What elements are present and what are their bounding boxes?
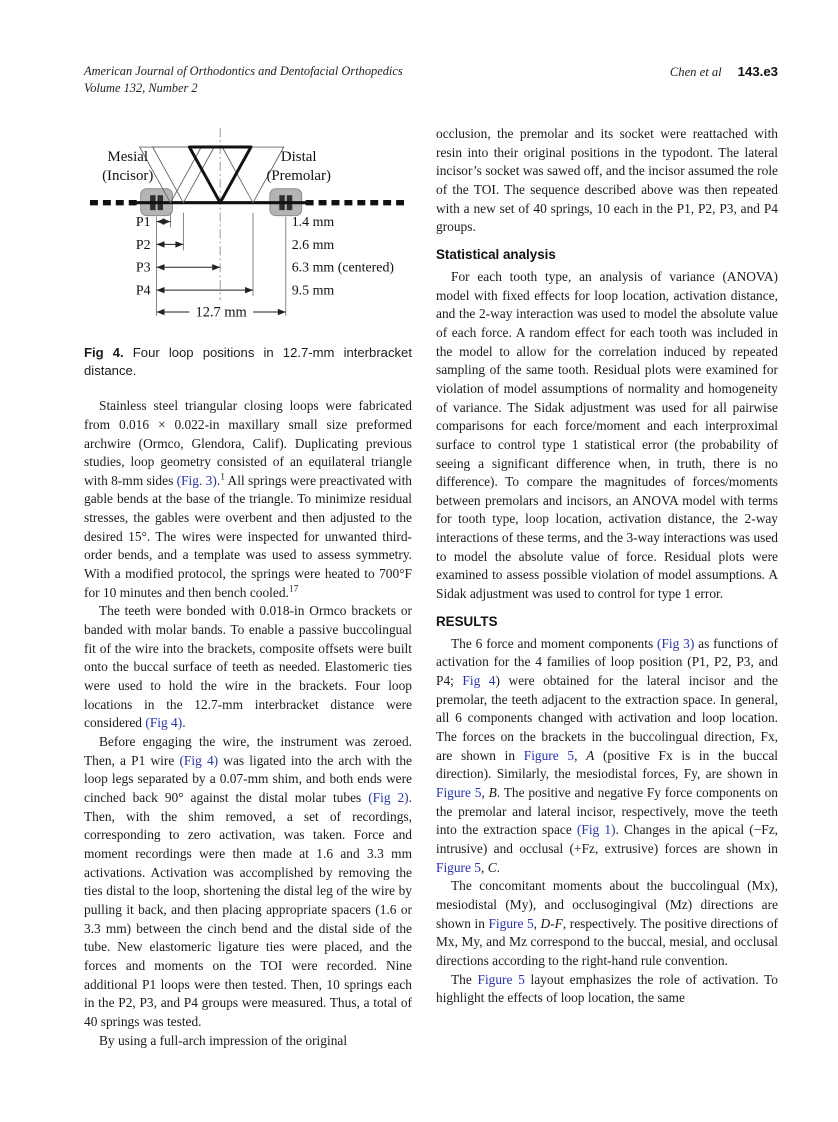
body-text: ,	[533, 915, 541, 931]
body-text: ) were obtained for the lateral incisor and the premolar, the teeth adjacent to the extraction space. In general, all 6 components changed with activation and loop location. The forces on the brackets in the buccolingual direction, Fx, are shown in	[436, 673, 778, 763]
paragraph	[436, 125, 778, 237]
distal-label-line1: Distal	[280, 148, 317, 165]
body-text: . Then, with the shim removed, a set of recordings, corresponding to zero activation, was taken. Force and moment recordings were then made at 1.6 and 3.3 mm activations. Activation was accomplished by removing the ties distal to the loop, shortening the distal leg of the wire by pulling it back, and then placing appropriate spacers (1.6 or 3.3 mm) between the cinch bend and the distal side of the tube. New elastomeric ligature ties were placed, and the forces and moments on the TOI were recorded. Nine additional P1 loops were then tested. Then, 10 springs each in the P2, P3, and P4 groups were measured. Thus, a total of 40 springs was tested.	[84, 789, 412, 1029]
figure-ref-link[interactable]: (Fig 1)	[576, 822, 616, 838]
body-text: Before engaging the wire, the instrument was zeroed. Then, a P1 wire	[84, 734, 412, 768]
body-text: ,	[481, 859, 488, 875]
body-text: . Changes in the apical (−Fz, intrusive) and occlusal (+Fz, extrusive) forces are shown in	[436, 822, 778, 856]
body-text: Stainless steel triangular closing loops were fabricated from 0.016 × 0.022-in maxillary small size preformed archwire (Ormco, Glendora, Calif). Duplicating previous studies, loop geometry consisted of an equilateral triangle with 8-mm sides	[84, 398, 412, 488]
body-text: ,	[481, 785, 489, 800]
citation-superscript: 17	[288, 584, 299, 595]
figure-ref-link[interactable]: (Fig 3)	[657, 635, 695, 651]
figure-ref-link[interactable]: (Fig 4)	[179, 752, 219, 768]
figure-ref-link[interactable]: Figure 5	[523, 747, 575, 763]
body-text: All springs were preactivated with gable bends at the base of the triangle. To minimize residual stresses, the gables were overbent and then adjusted to the desired 15°. The wires were inspected for unwanted third-order bends, and a template was used to assess symmetry. With a modified protocol, the springs were heated to 700°F for 10 minutes and then bench cooled.	[84, 472, 412, 600]
page-header	[84, 63, 778, 97]
figure-ref-link[interactable]: (Fig 2)	[368, 789, 409, 805]
mesial-label-line2: (Incisor)	[102, 167, 154, 184]
emphasis-text: C	[487, 859, 497, 875]
dimension-label: P2	[135, 237, 151, 253]
paragraph	[436, 268, 778, 604]
running-head-authors: Chen et al	[669, 65, 722, 79]
body-text: .	[182, 715, 186, 731]
paragraph	[436, 635, 778, 878]
body-text: . The positive and negative Fy force components on the premolar and lateral incisor, respectively, move the teeth into the extraction space	[436, 785, 778, 838]
dimension-row-p3	[136, 261, 395, 276]
body-text: (positive Fx is in the buccal direction). Similarly, the mesiodistal forces, Fy, are shown in	[436, 747, 778, 782]
body-text: The	[451, 971, 478, 987]
citation-superscript: 1	[220, 472, 225, 483]
figure-ref-link[interactable]: Fig 4	[462, 673, 496, 689]
body-text: .	[216, 472, 221, 488]
body-text: For each tooth type, an analysis of variance (ANOVA) model with fixed effects for loop location, activation distance, and the 2-way interaction was used to model the absolute value of each force. A random effect for each tooth was included in the model to allow for the correlation induced by repeated sampling of the same tooth. Residual plots were examined for violation of model assumptions of normality and homogeneity of variance. The Sidak adjustment was used for all pairwise comparisons for each force/moment and each interproximal surface to control type 1 statistical error (the probability of seeing a significant difference when, in truth, there is no difference). To compare the magnitudes of forces/moments between premolars and incisors, an ANOVA model with terms for tooth type, loop location, activation distance, the 2-way interactions of these terms, and the 3-way interactions was used to model the absolute value of force. Residual plots were examined to assess possible violation of model assumptions. A Sidak adjustment was used to control for type 1 error.	[436, 268, 778, 602]
body-text: was ligated into the arch with the loop legs separated by a 0.07-mm shim, and both ends were cinched back 90° against the distal molar tubes	[84, 752, 412, 805]
body-text: The teeth were bonded with 0.018-in Ormco brackets or banded with molar bands. To enable a passive buccolingual fit of the wire into the brackets, composite offsets were built onto the buccal surface of teeth as needed. Elastomeric ties were used to hold the wire in the brackets. Four loop locations in the 12.7-mm interbracket distance were considered	[84, 603, 412, 731]
paragraph	[84, 602, 412, 733]
dimension-value: 1.4 mm	[291, 215, 335, 231]
figure-caption-label: Fig 4.	[84, 345, 124, 360]
figure-caption	[84, 344, 412, 379]
body-text: occlusion, the premolar and its socket were reattached with resin into their original positions in the typodont. The lateral incisor’s socket was sawed off, and the incisor assumed the role of the TOI. The sequence described above was then repeated with a new set of 40 springs, 10 each in the P1, P2, P3, and P4 groups.	[436, 126, 778, 235]
body-text: layout emphasizes the role of activation. To highlight the effects of loop location, the same	[436, 971, 778, 1006]
dimension-rows	[136, 215, 395, 320]
paragraph	[436, 971, 778, 1008]
figure-ref-link[interactable]: Figure 5	[436, 859, 482, 875]
body-text: as functions of activation for the 4 families of loop position (P1, P2, P3, and P4;	[436, 635, 778, 689]
side-labels	[102, 149, 331, 184]
right-column	[436, 125, 778, 1008]
paragraph	[84, 733, 412, 1032]
dimension-value: 6.3 mm (centered)	[291, 260, 395, 276]
body-text: By using a full-arch impression of the original	[99, 1032, 348, 1048]
emphasis-text: B	[488, 785, 497, 800]
body-text: The concomitant moments about the buccolingual (Mx), mesiodistal (My), and occlusogingival (Mz) directions are shown in	[436, 878, 778, 931]
dimension-label: P3	[135, 260, 151, 276]
total-dimension-label: 12.7 mm	[195, 304, 247, 321]
dimension-row-total	[157, 304, 286, 320]
figure-ref-link[interactable]: (Fig. 3)	[176, 472, 217, 488]
section-heading: Statistical analysis	[436, 246, 556, 262]
paragraph	[84, 1032, 412, 1051]
paragraph	[436, 877, 778, 970]
journal-info	[84, 63, 403, 97]
journal-volume: Volume 132, Number 2	[84, 81, 198, 95]
dimension-label: P4	[135, 283, 151, 299]
emphasis-text: D-F	[540, 915, 563, 931]
figure-ref-link[interactable]: Figure 5	[488, 915, 534, 931]
dimension-label: P1	[135, 215, 151, 231]
mesial-label-line1: Mesial	[107, 148, 148, 165]
body-text: The 6 force and moment components	[451, 635, 657, 651]
figure-4-diagram	[84, 125, 412, 339]
dimension-row-p1	[136, 215, 335, 230]
emphasis-text: A	[586, 747, 595, 763]
page-number: 143.e3	[737, 64, 778, 79]
section-heading: RESULTS	[436, 613, 498, 629]
distal-label-line2: (Premolar)	[266, 167, 331, 184]
figure-ref-link[interactable]: Figure 5	[477, 971, 525, 987]
dimension-value: 9.5 mm	[291, 283, 335, 299]
paragraph	[84, 397, 412, 602]
figure-ref-link[interactable]: (Fig 4)	[145, 715, 183, 731]
dimension-row-p4	[136, 284, 335, 299]
figure-caption-text: Four loop positions in 12.7-mm interbracket distance.	[84, 345, 412, 378]
left-column-text	[84, 397, 412, 1050]
journal-title: American Journal of Orthodontics and Dentofacial Orthopedics	[84, 64, 403, 78]
dimension-row-p2	[136, 238, 335, 253]
body-text: ,	[574, 747, 587, 763]
figure-4	[84, 125, 412, 379]
body-text: , respectively. The positive directions of Mx, My, and Mz correspond to the buccal, mesial, and occlusal directions according to the right-hand rule convention.	[436, 915, 778, 968]
figure-ref-link[interactable]: Figure 5	[436, 785, 482, 800]
article-body	[84, 125, 778, 1050]
body-text: .	[496, 859, 501, 875]
running-head	[670, 63, 778, 81]
dimension-value: 2.6 mm	[291, 237, 335, 253]
left-column	[84, 125, 412, 1050]
extension-lines	[157, 213, 286, 316]
